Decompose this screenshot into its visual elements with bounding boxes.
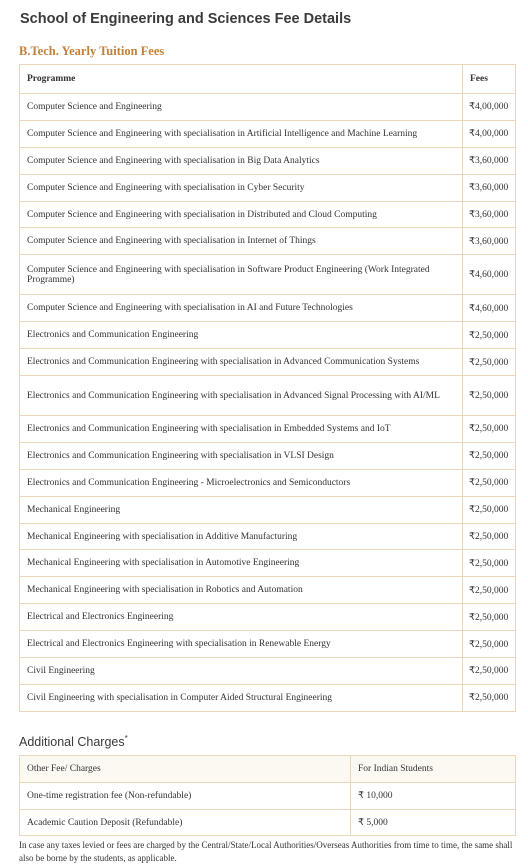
- table-row: [20, 174, 516, 201]
- table-row: [20, 147, 516, 174]
- charge-amount-cell: ₹ 10,000: [351, 782, 516, 809]
- charge-name-cell: One-time registration fee (Non-refundable): [20, 782, 351, 809]
- table-row: [20, 809, 516, 836]
- tuition-section-title: B.Tech. Yearly Tuition Fees: [19, 44, 165, 58]
- programme-cell: Electronics and Communication Engineering with specialisation in Advanced Signal Processing with AI/ML: [20, 376, 463, 416]
- programme-cell: Computer Science and Engineering with specialisation in Distributed and Cloud Computing: [20, 201, 463, 228]
- table-row: [20, 523, 516, 550]
- programme-cell: Electronics and Communication Engineering with specialisation in Advanced Communication Systems: [20, 349, 463, 376]
- table-row: [20, 94, 516, 121]
- programme-cell: Electronics and Communication Engineering with specialisation in VLSI Design: [20, 442, 463, 469]
- fee-cell: ₹4,00,000: [463, 94, 516, 121]
- table-row: [20, 658, 516, 685]
- table-row: [20, 349, 516, 376]
- table-row: [20, 228, 516, 255]
- tuition-fees-table: [19, 64, 516, 712]
- fee-cell: ₹2,50,000: [463, 577, 516, 604]
- table-row: [20, 201, 516, 228]
- footnote-marker: *: [124, 733, 128, 743]
- fee-cell: ₹2,50,000: [463, 496, 516, 523]
- programme-cell: Computer Science and Engineering with specialisation in Software Product Engineering (Work Integrated Programme): [20, 255, 463, 295]
- table-header-row: [20, 755, 516, 782]
- programme-cell: Computer Science and Engineering with specialisation in Cyber Security: [20, 174, 463, 201]
- table-row: [20, 782, 516, 809]
- fee-cell: ₹2,50,000: [463, 322, 516, 349]
- programme-cell: Mechanical Engineering with specialisation in Robotics and Automation: [20, 577, 463, 604]
- column-header-programme: Programme: [20, 65, 463, 94]
- table-row: [20, 376, 516, 416]
- fee-cell: ₹2,50,000: [463, 469, 516, 496]
- table-row: [20, 631, 516, 658]
- fee-cell: ₹4,00,000: [463, 120, 516, 147]
- table-row: [20, 295, 516, 322]
- programme-cell: Civil Engineering: [20, 658, 463, 685]
- programme-cell: Computer Science and Engineering with specialisation in Internet of Things: [20, 228, 463, 255]
- column-header-other-fee: Other Fee/ Charges: [20, 755, 351, 782]
- column-header-indian-students: For Indian Students: [351, 755, 516, 782]
- programme-cell: Electrical and Electronics Engineering with specialisation in Renewable Energy: [20, 631, 463, 658]
- additional-charges-table: [19, 755, 516, 837]
- fee-cell: ₹3,60,000: [463, 174, 516, 201]
- table-row: [20, 120, 516, 147]
- fee-cell: ₹2,50,000: [463, 349, 516, 376]
- fee-cell: ₹3,60,000: [463, 228, 516, 255]
- taxes-note: In case any taxes levied or fees are charged by the Central/State/Local Authorities/Overseas Authorities from time to time, the same shall also be borne by the students, as applicable.: [19, 840, 513, 863]
- programme-cell: Mechanical Engineering with specialisation in Additive Manufacturing: [20, 523, 463, 550]
- table-row: [20, 496, 516, 523]
- fee-cell: ₹2,50,000: [463, 550, 516, 577]
- table-row: [20, 604, 516, 631]
- table-row: [20, 416, 516, 443]
- programme-cell: Civil Engineering with specialisation in Computer Aided Structural Engineering: [20, 684, 463, 711]
- additional-charges-title: [19, 728, 515, 750]
- programme-cell: Electronics and Communication Engineering - Microelectronics and Semiconductors: [20, 469, 463, 496]
- programme-cell: Electrical and Electronics Engineering: [20, 604, 463, 631]
- fee-cell: ₹3,60,000: [463, 147, 516, 174]
- tuition-table-body: [20, 94, 516, 712]
- charges-table-body: [20, 782, 516, 836]
- fee-cell: ₹2,50,000: [463, 604, 516, 631]
- table-row: [20, 442, 516, 469]
- programme-cell: Mechanical Engineering: [20, 496, 463, 523]
- programme-cell: Electronics and Communication Engineering: [20, 322, 463, 349]
- fee-cell: ₹2,50,000: [463, 631, 516, 658]
- table-row: [20, 469, 516, 496]
- programme-cell: Mechanical Engineering with specialisation in Automotive Engineering: [20, 550, 463, 577]
- page-title: School of Engineering and Sciences Fee Details: [20, 11, 352, 27]
- fee-cell: ₹4,60,000: [463, 255, 516, 295]
- fee-cell: ₹3,60,000: [463, 201, 516, 228]
- programme-cell: Computer Science and Engineering with specialisation in Artificial Intelligence and Machine Learning: [20, 120, 463, 147]
- table-row: [20, 550, 516, 577]
- fee-cell: ₹4,60,000: [463, 295, 516, 322]
- table-row: [20, 255, 516, 295]
- programme-cell: Computer Science and Engineering: [20, 94, 463, 121]
- table-row: [20, 577, 516, 604]
- fee-cell: ₹2,50,000: [463, 442, 516, 469]
- table-row: [20, 684, 516, 711]
- programme-cell: Computer Science and Engineering with specialisation in AI and Future Technologies: [20, 295, 463, 322]
- charge-name-cell: Academic Caution Deposit (Refundable): [20, 809, 351, 836]
- programme-cell: Electronics and Communication Engineering with specialisation in Embedded Systems and IoT: [20, 416, 463, 443]
- table-header-row: [20, 65, 516, 94]
- additional-charges-label: Additional Charges: [19, 734, 125, 749]
- table-row: [20, 322, 516, 349]
- column-header-fees: Fees: [463, 65, 516, 94]
- fee-cell: ₹2,50,000: [463, 523, 516, 550]
- fee-cell: ₹2,50,000: [463, 416, 516, 443]
- fee-cell: ₹2,50,000: [463, 376, 516, 416]
- programme-cell: Computer Science and Engineering with specialisation in Big Data Analytics: [20, 147, 463, 174]
- fee-cell: ₹2,50,000: [463, 684, 516, 711]
- fee-cell: ₹2,50,000: [463, 658, 516, 685]
- charge-amount-cell: ₹ 5,000: [351, 809, 516, 836]
